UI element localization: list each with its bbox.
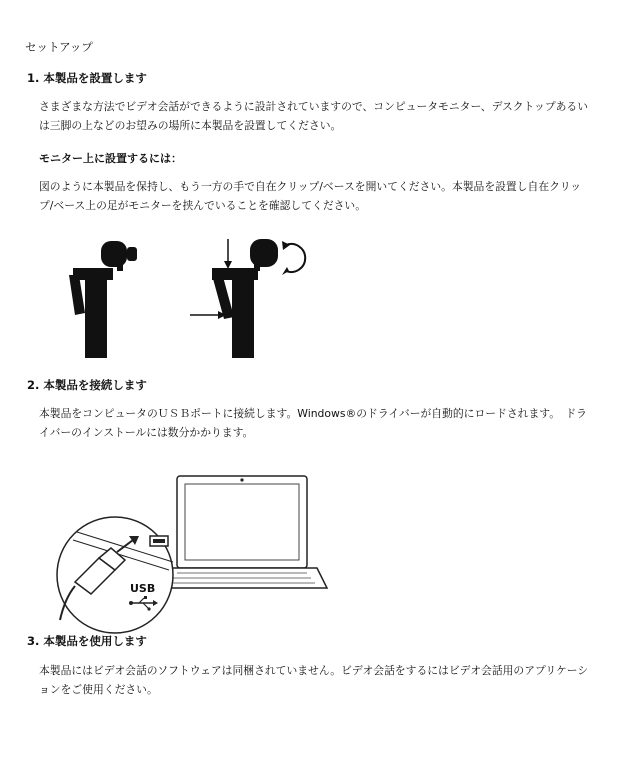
webcam-on-monitor-illustration: [55, 233, 145, 358]
step-2-title: 2. 本製品を接続します: [27, 378, 147, 392]
step-1-subheading: モニター上に設置するには：: [39, 152, 182, 165]
usb-label: USB: [130, 582, 156, 595]
step-2-body: [39, 404, 621, 442]
step-1-body-line-1: さまざまな方法でビデオ会話ができるように設計されていますので、コンピュータモニター、デスクトップあるい: [39, 100, 589, 113]
step-3-body-line-1: 本製品にはビデオ会話のソフトウェアは同梱されていません。ビデオ会話をするにはビデオ会話用のアプリケーシ: [39, 664, 589, 677]
step-2-body-line-2: イバーのインストールには数分かかります。: [39, 426, 254, 439]
step-1-body: [39, 97, 621, 135]
webcam-clip-open-illustration: [190, 233, 320, 358]
step-3-body-line-2: ョンをご使用ください。: [39, 683, 158, 696]
step-1-body-line-2: は三脚の上などのお望みの場所に本製品を設置してください。: [39, 119, 342, 132]
page-title: セットアップ: [25, 40, 93, 54]
step-1-title: 1. 本製品を設置します: [27, 71, 147, 85]
step-3-title: 3. 本製品を使用します: [27, 634, 147, 648]
step-2-body-line-1: 本製品をコンピュータのＵＳＢポートに接続します。Windows®のドライバーが自動的にロードされます。 ドラ: [39, 407, 587, 420]
step-1-instructions: [39, 177, 621, 215]
step-1-instructions-line-1: 図のように本製品を保持し、もう一方の手で自在クリップ/ベースを開いてください。本製品を設置し自在クリッ: [39, 180, 582, 193]
usb-connection-illustration: [55, 470, 340, 640]
step-3-body: [39, 661, 621, 699]
step-1-instructions-line-2: プ/ベース上の足がモニターを挟んでいることを確認してください。: [39, 199, 367, 212]
